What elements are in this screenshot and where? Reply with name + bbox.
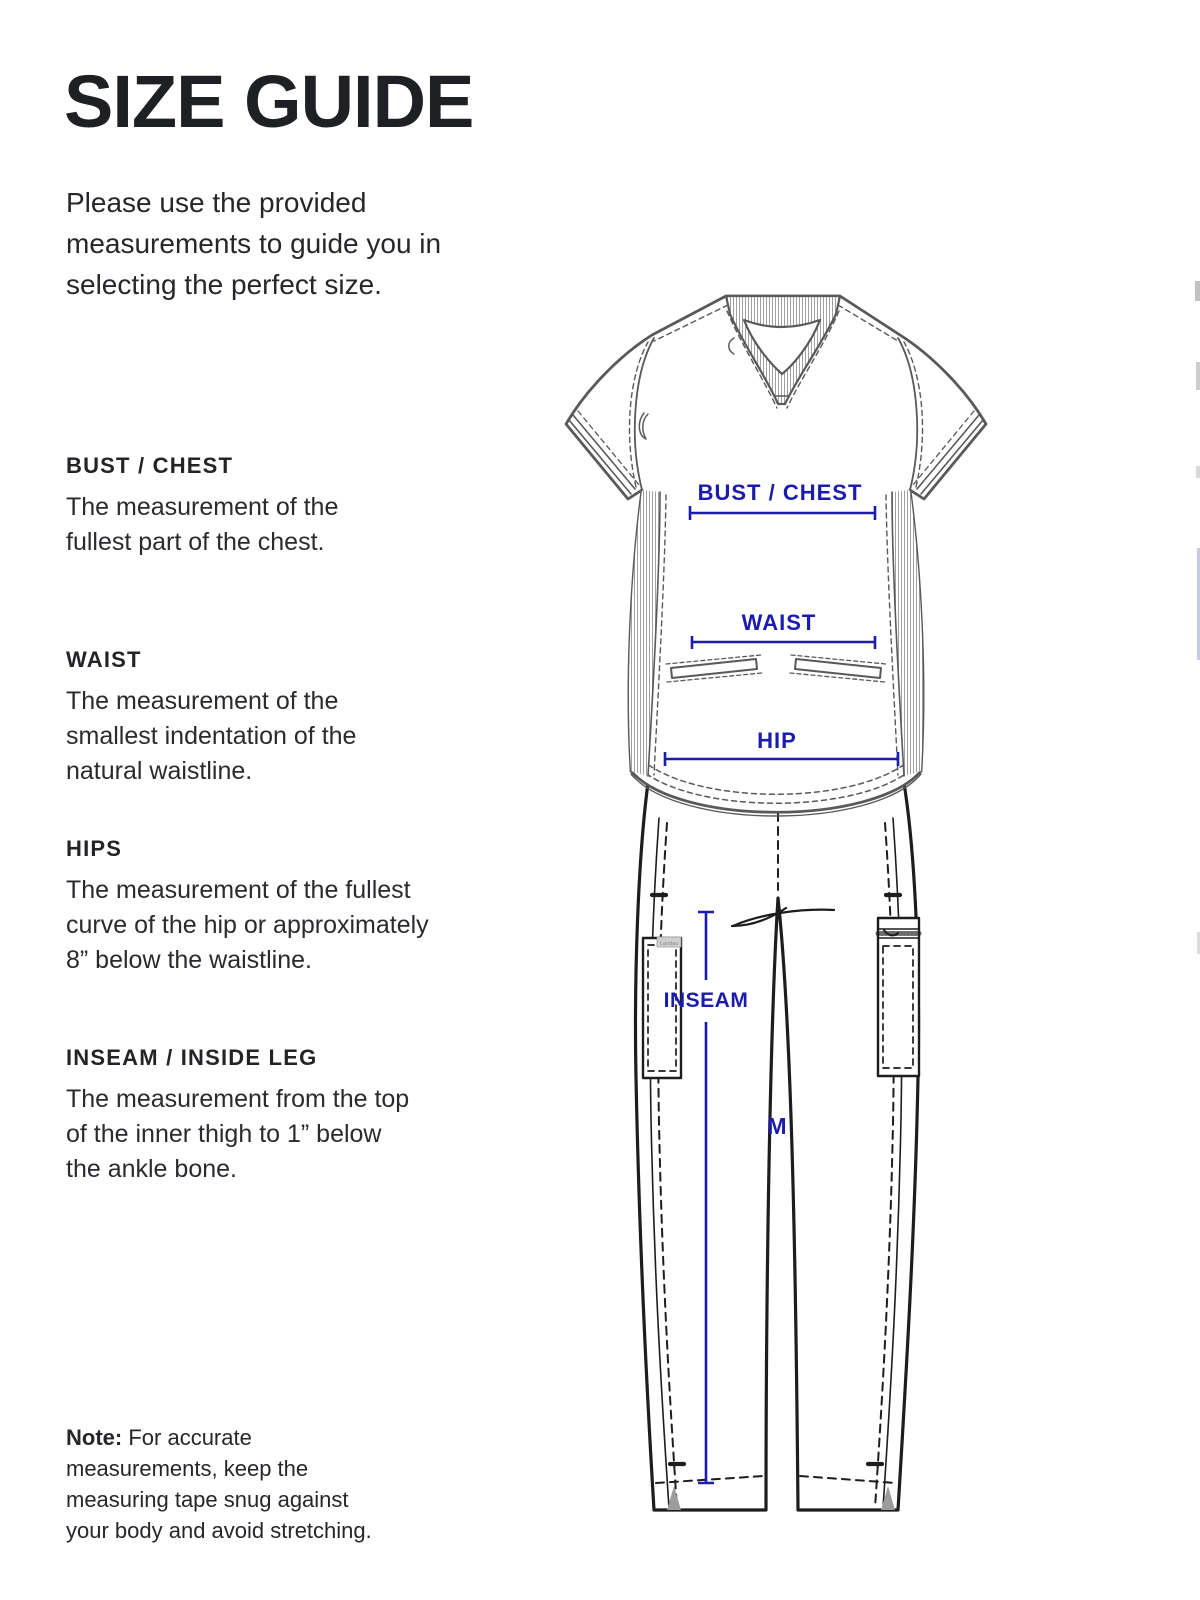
- body-line: of the inner thigh to 1” below: [66, 1120, 382, 1148]
- scrub-pants-drawing: [636, 783, 920, 1510]
- body-line: the ankle bone.: [66, 1155, 237, 1183]
- section-body: [66, 490, 526, 560]
- body-line: fullest part of the chest.: [66, 528, 325, 556]
- note-label: Note:: [66, 1425, 123, 1450]
- section-bust-chest: [66, 454, 526, 560]
- note-line: measurements, keep the: [66, 1456, 309, 1481]
- body-line: The measurement from the top: [66, 1085, 410, 1113]
- hip-label: HIP: [757, 728, 797, 753]
- pants-silhouette: [636, 783, 919, 1510]
- note-text: [66, 1422, 486, 1546]
- body-line: The measurement of the fullest: [66, 876, 411, 904]
- page-title: SIZE GUIDE: [64, 60, 474, 143]
- waist-label: WAIST: [741, 610, 817, 635]
- body-line: 8” below the waistline.: [66, 946, 312, 974]
- section-body: [66, 1082, 526, 1187]
- section-heading: WAIST: [66, 647, 142, 672]
- right-edge-fragment: [1196, 466, 1200, 478]
- body-line: curve of the hip or approximately: [66, 911, 429, 939]
- intro-text: [66, 182, 441, 305]
- intro-line: Please use the provided: [66, 187, 367, 218]
- size-label: M: [767, 1113, 787, 1139]
- note-line: For accurate: [128, 1425, 252, 1450]
- section-body: [66, 873, 526, 978]
- intro-line: selecting the perfect size.: [66, 269, 382, 300]
- intro-line: measurements to guide you in: [66, 228, 442, 259]
- right-cargo-pocket: [878, 918, 919, 1076]
- body-line: The measurement of the: [66, 687, 339, 715]
- right-edge-fragment: [1196, 362, 1200, 390]
- section-body: [66, 684, 526, 789]
- body-line: The measurement of the: [66, 493, 339, 521]
- section-inseam: [66, 1046, 526, 1187]
- pocket-brand-tag: Landau: [659, 941, 679, 947]
- inseam-label: INSEAM: [663, 989, 749, 1012]
- section-hips: [66, 837, 526, 978]
- body-line: natural waistline.: [66, 757, 253, 785]
- bust-label: BUST / CHEST: [697, 480, 863, 505]
- body-line: smallest indentation of the: [66, 722, 357, 750]
- section-waist: [66, 648, 526, 789]
- section-heading: INSEAM / INSIDE LEG: [66, 1045, 318, 1070]
- size-diagram: [528, 278, 1048, 1570]
- section-heading: BUST / CHEST: [66, 453, 234, 478]
- note-line: your body and avoid stretching.: [66, 1518, 372, 1543]
- section-heading: HIPS: [66, 836, 123, 861]
- note-line: measuring tape snug against: [66, 1487, 349, 1512]
- right-edge-fragment: [1195, 281, 1200, 301]
